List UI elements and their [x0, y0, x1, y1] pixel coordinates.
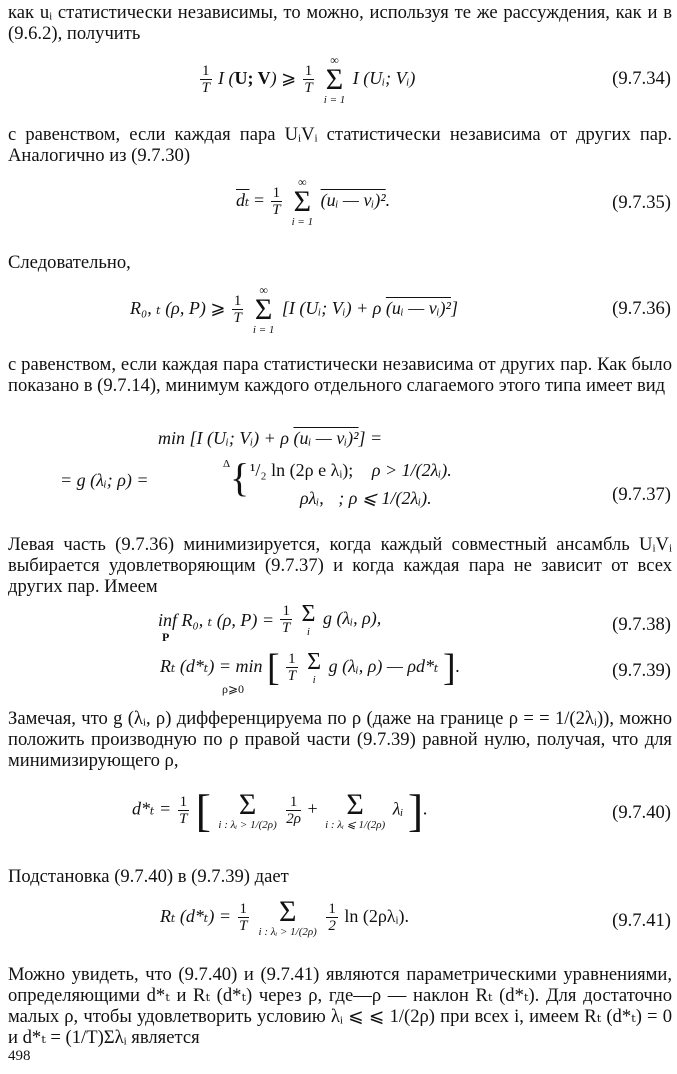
paragraph-3: Следовательно,	[8, 252, 131, 273]
page-number: 498	[8, 1048, 31, 1064]
sum-symbol: Σ i	[307, 649, 322, 686]
equation-9-7-36: R₀, ₜ (ρ, P) ⩾ $\frac{1}{T}$ ∞ Σ i = 1 [I (Uᵢ; Vᵢ) + ρ (uᵢ — vᵢ)²] (9.7.36)	[130, 283, 671, 336]
left-brace: {	[230, 455, 250, 500]
equation-9-7-38: inf R₀, ₜ (ρ, P) = $\frac{1}{T}$ Σ i g (λᵢ, ρ), P (9.7.38)	[158, 601, 671, 644]
sum-symbol: ∞ Σ i = 1	[252, 283, 275, 336]
equation-number: (9.7.35)	[612, 192, 671, 213]
fraction: $\frac{1}{T}$	[233, 293, 242, 326]
paragraph-8: Можно увидеть, что (9.7.40) и (9.7.41) являются параметрическими уравнениями, определяющими d*ₜ и Rₜ (d*ₜ) через ρ, где—ρ — наклон Rₜ (d*ₜ). Для достаточно малых ρ, чтобы удовлетворить условию λᵢ ⩽ ⩽ 1/(2ρ) при всех i, имеем Rₜ (d*ₜ) = 0 и d*ₜ = (1/T)Σλᵢ является	[8, 964, 672, 1048]
paragraph-7: Подстановка (9.7.40) в (9.7.39) дает	[8, 866, 289, 887]
equation-number: (9.7.36)	[612, 298, 671, 319]
equation-9-7-37: min [I (Uᵢ; Vᵢ) + ρ (uᵢ — vᵢ)²] = = g (λᵢ; ρ) = Δ { ¹/₂ ln (2ρ e λᵢ); ρ > 1/(2λᵢ). ρλᵢ, ; ρ ⩽ 1/(2λᵢ). (9.7.37)	[60, 428, 671, 508]
paragraph-2: с равенством, если каждая пара UᵢVᵢ статистически независима от других пар. Аналогично из (9.7.30)	[8, 124, 672, 166]
subscript-P: P	[162, 630, 170, 644]
fraction: $\frac{1}{T}$	[272, 185, 281, 218]
subscript-rho: ρ⩾0	[222, 682, 245, 696]
paragraph-1: как uᵢ статистически независимы, то можно, используя те же рассуждения, как и в (9.6.2), получить	[8, 2, 672, 44]
equation-number: (9.7.34)	[612, 68, 671, 89]
sum-symbol: Σ i : λᵢ ⩽ 1/(2ρ)	[325, 787, 386, 831]
fraction: $\frac{1}{T}$	[282, 603, 291, 636]
paragraph-6: Замечая, что g (λᵢ, ρ) дифференцируема по ρ (даже на границе ρ = = 1/(2λᵢ)), можно положить производную по ρ правой части (9.7.39) равной нулю, получая, что для минимизирующего ρ,	[8, 708, 672, 771]
fraction: $\frac{1}{2}$	[328, 901, 336, 934]
equation-9-7-39: Rₜ (d*ₜ) = min [ $\frac{1}{T}$ Σ i g (λᵢ, ρ) — ρd*ₜ ]. ρ⩾0 (9.7.39)	[160, 647, 671, 696]
sum-symbol: Σ i	[301, 601, 316, 638]
sum-symbol: Σ i : λᵢ > 1/(2ρ)	[258, 895, 317, 938]
sum-symbol: ∞ Σ i = 1	[323, 53, 346, 106]
equation-number: (9.7.38)	[612, 614, 671, 635]
equation-number: (9.7.37)	[612, 484, 671, 505]
equation-number: (9.7.39)	[612, 660, 671, 681]
fraction: $\frac{1}{T}$	[179, 793, 188, 827]
paragraph-5: Левая часть (9.7.36) минимизируется, когда каждый совместный ансамбль UᵢVᵢ выбирается удовлетворяющим (9.7.37) и когда каждая пара не зависит от всех других пар. Имеем	[8, 534, 672, 597]
fraction: $\frac{1}{T}$	[239, 901, 248, 934]
fraction: $\frac{1}{T}$	[287, 651, 297, 684]
fraction: $\frac{1}{2\rho}$	[286, 793, 301, 827]
fraction: $\frac{1}{T}$	[201, 63, 210, 96]
paragraph-4: с равенством, если каждая пара статистически независима от других пар. Как было показано в (9.7.14), минимум каждого отдельного слагаемого этого типа имеет вид	[8, 354, 672, 396]
equation-9-7-34: $\frac{1}{T}$ I (U; V) ⩾ $\frac{1}{T}$ ∞ Σ i = 1 I (Uᵢ; Vᵢ) (9.7.34)	[201, 53, 671, 106]
fraction: $\frac{1}{T}$	[304, 63, 313, 96]
equation-number: (9.7.40)	[612, 802, 671, 823]
delta-mark: Δ	[223, 458, 231, 470]
sum-symbol: ∞ Σ i = 1	[291, 175, 314, 228]
equation-9-7-35: $\overline{d_t}$ = $\frac{1}{T}$ ∞ Σ i = 1 (uᵢ — vᵢ)². (9.7.35)	[236, 175, 671, 228]
equation-9-7-40: d*ₜ = $\frac{1}{T}$ [ Σ i : λᵢ > 1/(2ρ) $\frac{1}{2\rho}$ + Σ i : λᵢ ⩽ 1/(2ρ) λᵢ ]. (9.7.40)	[132, 785, 671, 836]
sum-symbol: Σ i : λᵢ > 1/(2ρ)	[218, 787, 277, 831]
equation-9-7-41: Rₜ (d*ₜ) = $\frac{1}{T}$ Σ i : λᵢ > 1/(2ρ) $\frac{1}{2}$ ln (2ρλᵢ). (9.7.41)	[160, 895, 671, 938]
equation-number: (9.7.41)	[612, 910, 671, 931]
